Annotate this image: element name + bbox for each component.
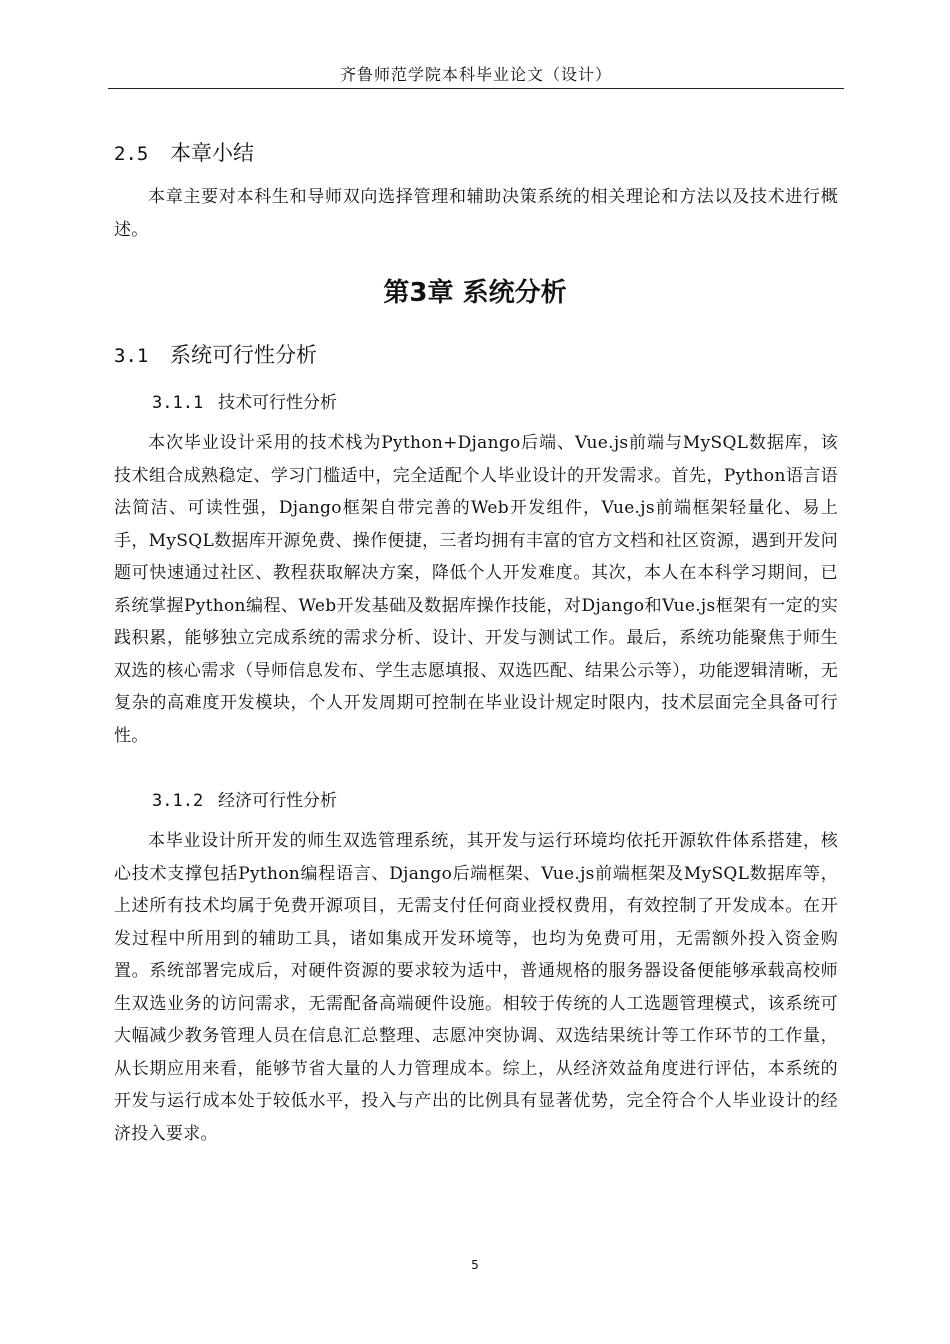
running-header: 齐鲁师范学院本科毕业论文（设计） (339, 65, 612, 84)
subsection-number: 3.1.1 (152, 393, 204, 413)
page-number: 5 (471, 1258, 479, 1272)
section-2-5-heading (114, 137, 254, 167)
subsection-title: 技术可行性分析 (218, 393, 337, 413)
section-3-1-2-heading (152, 786, 337, 811)
section-2-5-paragraph: 本章主要对本科生和导师双向选择管理和辅助决策系统的相关理论和方法以及技术进行概述。 (114, 187, 838, 240)
section-number: 3.1 (114, 345, 149, 367)
chapter-title: 第3章 系统分析 (383, 278, 567, 308)
section-title: 系统可行性分析 (170, 343, 317, 367)
section-3-1-2-paragraph: 本毕业设计所开发的师生双选管理系统，其开发与运行环境均依托开源软件体系搭建，核心技术支撑包括Python编程语言、Django后端框架、Vue.js前端框架及MySQL数据库等，上述所有技术均属于免费开源项目，无需支付任何商业授权费用，有效控制了开发成本。在开发过程中所用到的辅助工具，诸如集成开发环境等，也均为免费可用，无需额外投入资金购置。系统部署完成后，对硬件资源的要求较为适中，普通规格的服务器设备便能够承载高校师生双选业务的访问需求，无需配备高端硬件设施。相较于传统的人工选题管理模式，该系统可大幅减少教务管理人员在信息汇总整理、志愿冲突协调、双选结果统计等工作环节的工作量，从长期应用来看，能够节省大量的人力管理成本。综上，从经济效益角度进行评估，本系统的开发与运行成本处于较低水平，投入与产出的比例具有显著优势，完全符合个人毕业设计的经济投入要求。 (114, 831, 838, 1144)
subsection-number: 3.1.2 (152, 791, 204, 811)
subsection-title: 经济可行性分析 (218, 791, 337, 811)
section-3-1-1-paragraph: 本次毕业设计采用的技术栈为Python+Django后端、Vue.js前端与MySQL数据库，该技术组合成熟稳定、学习门槛适中，完全适配个人毕业设计的开发需求。首先，Python语言语法简洁、可读性强，Django框架自带完善的Web开发组件，Vue.js前端框架轻量化、易上手，MySQL数据库开源免费、操作便捷，三者均拥有丰富的官方文档和社区资源，遇到开发问题可快速通过社区、教程获取解决方案，降低个人开发难度。其次，本人在本科学习期间，已系统掌握Python编程、Web开发基础及数据库操作技能，对Django和Vue.js框架有一定的实践积累，能够独立完成系统的需求分析、设计、开发与测试工作。最后，系统功能聚焦于师生双选的核心需求（导师信息发布、学生志愿填报、双选匹配、结果公示等），功能逻辑清晰，无复杂的高难度开发模块，个人开发周期可控制在毕业设计规定时限内，技术层面完全具备可行性。 (114, 433, 838, 746)
header-rule (108, 88, 844, 89)
section-number: 2.5 (114, 143, 149, 165)
section-title: 本章小结 (170, 141, 254, 165)
section-3-1-1-heading (152, 388, 337, 413)
section-3-1-heading (114, 339, 317, 369)
